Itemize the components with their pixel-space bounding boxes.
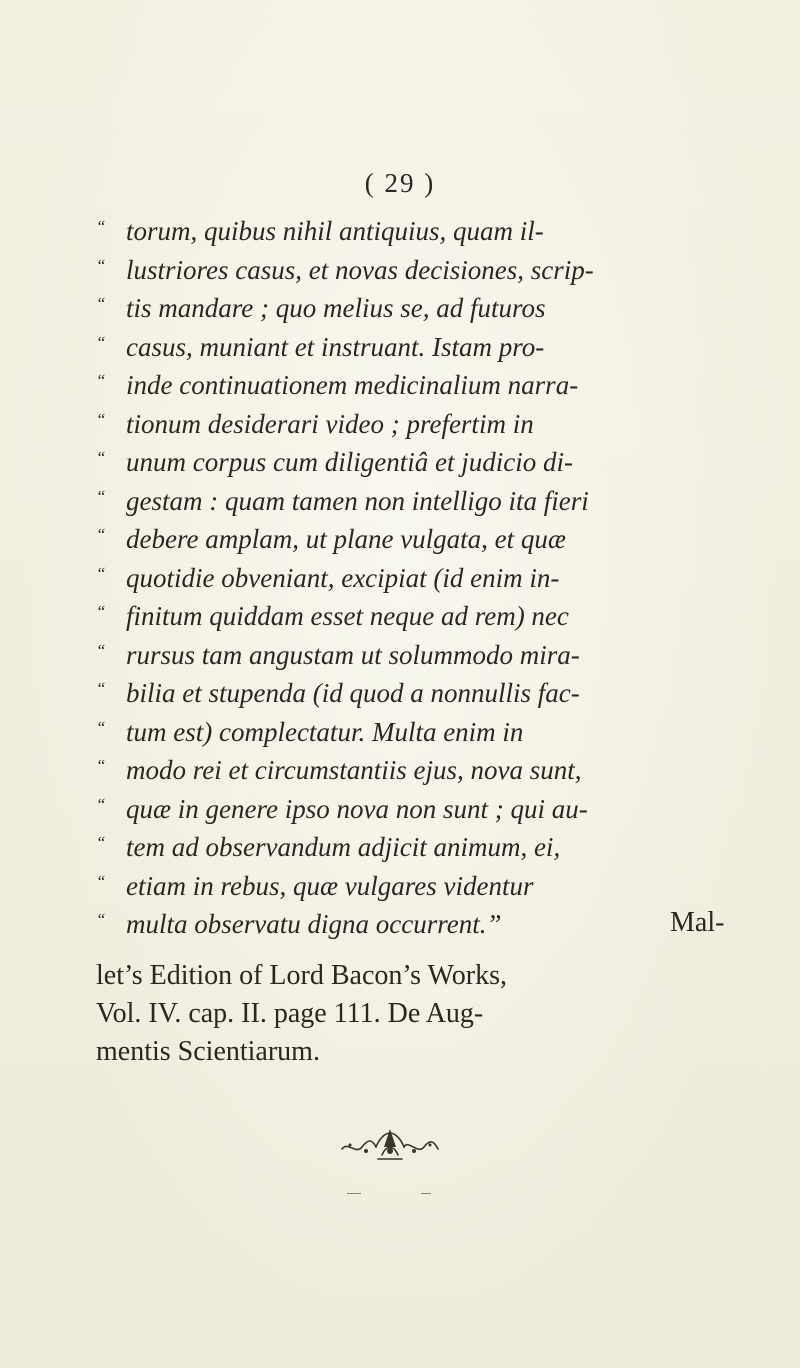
quote-line	[96, 636, 716, 675]
quote-mark: “	[96, 294, 106, 313]
quote-line-text: bilia et stupenda (id quod a nonnullis fac-	[126, 678, 580, 708]
citation-line-start: Mal-	[670, 907, 725, 938]
quote-line	[96, 212, 716, 251]
quote-mark: “	[96, 871, 106, 891]
quote-line-text: torum, quibus nihil antiquius, quam il-	[126, 216, 544, 246]
quote-line-text: modo rei et circumstantiis ejus, nova sunt,	[126, 755, 582, 785]
quote-line	[96, 905, 725, 944]
quote-line	[96, 790, 716, 829]
quote-mark: “	[96, 717, 106, 737]
quote-line	[96, 289, 716, 328]
divider	[347, 1193, 361, 1194]
quote-mark: “	[96, 563, 106, 583]
quote-line	[96, 867, 716, 906]
quote-line-text: casus, muniant et instruant. Istam pro-	[126, 331, 545, 362]
quote-line	[96, 751, 716, 790]
quote-line	[96, 674, 716, 713]
quote-line	[96, 520, 716, 559]
quote-line-text: etiam in rebus, quæ vulgares videntur	[126, 870, 534, 901]
quote-line-text: finitum quiddam esset neque ad rem) nec	[126, 601, 569, 631]
quote-mark: “	[96, 332, 106, 352]
page-number: ( 29 )	[364, 168, 436, 198]
quote-mark: “	[96, 679, 106, 698]
quote-line	[96, 328, 716, 367]
quote-mark: “	[96, 217, 106, 236]
citation-line: let’s Edition of Lord Bacon’s Works,	[96, 960, 507, 991]
quote-line-text: tem ad observandum adjicit animum, ei,	[126, 832, 561, 862]
quote-line-text: multa observatu digna occurrent.”	[126, 909, 502, 939]
citation-line: Vol. IV. cap. II. page 111. De Aug-	[96, 998, 484, 1029]
quote-line	[96, 366, 716, 405]
citation-line: mentis Scientiarum.	[96, 1036, 320, 1067]
quote-mark: “	[96, 602, 106, 621]
quote-line-text: inde continuationem medicinalium narra-	[126, 370, 579, 400]
quote-line-text: quotidie obveniant, excipiat (id enim in-	[126, 562, 560, 593]
quote-line-text: gestam : quam tamen non intelligo ita fieri	[126, 485, 589, 516]
divider	[421, 1193, 431, 1194]
quote-line	[96, 828, 716, 867]
quote-line-text: tum est) complectatur. Multa enim in	[126, 716, 524, 747]
quote-line	[96, 482, 716, 521]
quote-mark: “	[96, 486, 106, 506]
quote-mark: “	[96, 640, 106, 660]
quote-line-text: rursus tam angustam ut solummodo mira-	[126, 639, 580, 670]
quote-line-text: quæ in genere ipso nova non sunt ; qui au-	[126, 793, 588, 824]
quote-mark: “	[96, 255, 106, 275]
quote-line-text: unum corpus cum diligentiâ et judicio di-	[126, 447, 573, 477]
quote-line	[96, 713, 716, 752]
quote-mark: “	[96, 448, 106, 467]
quote-mark: “	[96, 525, 106, 544]
quote-line-text: tionum desiderari video ; prefertim in	[126, 408, 534, 439]
latin-quotation	[96, 212, 725, 944]
quote-line	[96, 559, 716, 598]
quote-mark: “	[96, 910, 106, 929]
quote-line	[96, 597, 716, 636]
quote-mark: “	[96, 756, 106, 775]
quote-mark: “	[96, 794, 106, 814]
printers-ornament-icon	[338, 1125, 442, 1165]
quote-line-text: debere amplam, ut plane vulgata, et quæ	[126, 524, 566, 554]
quote-line-text: lustriores casus, et novas decisiones, scrip-	[126, 254, 594, 285]
quote-mark: “	[96, 833, 106, 852]
quote-line	[96, 405, 716, 444]
quote-line	[96, 443, 716, 482]
quote-mark: “	[96, 371, 106, 390]
quote-mark: “	[96, 409, 106, 429]
quote-line-text: tis mandare ; quo melius se, ad futuros	[126, 293, 546, 323]
quote-line	[96, 251, 716, 290]
